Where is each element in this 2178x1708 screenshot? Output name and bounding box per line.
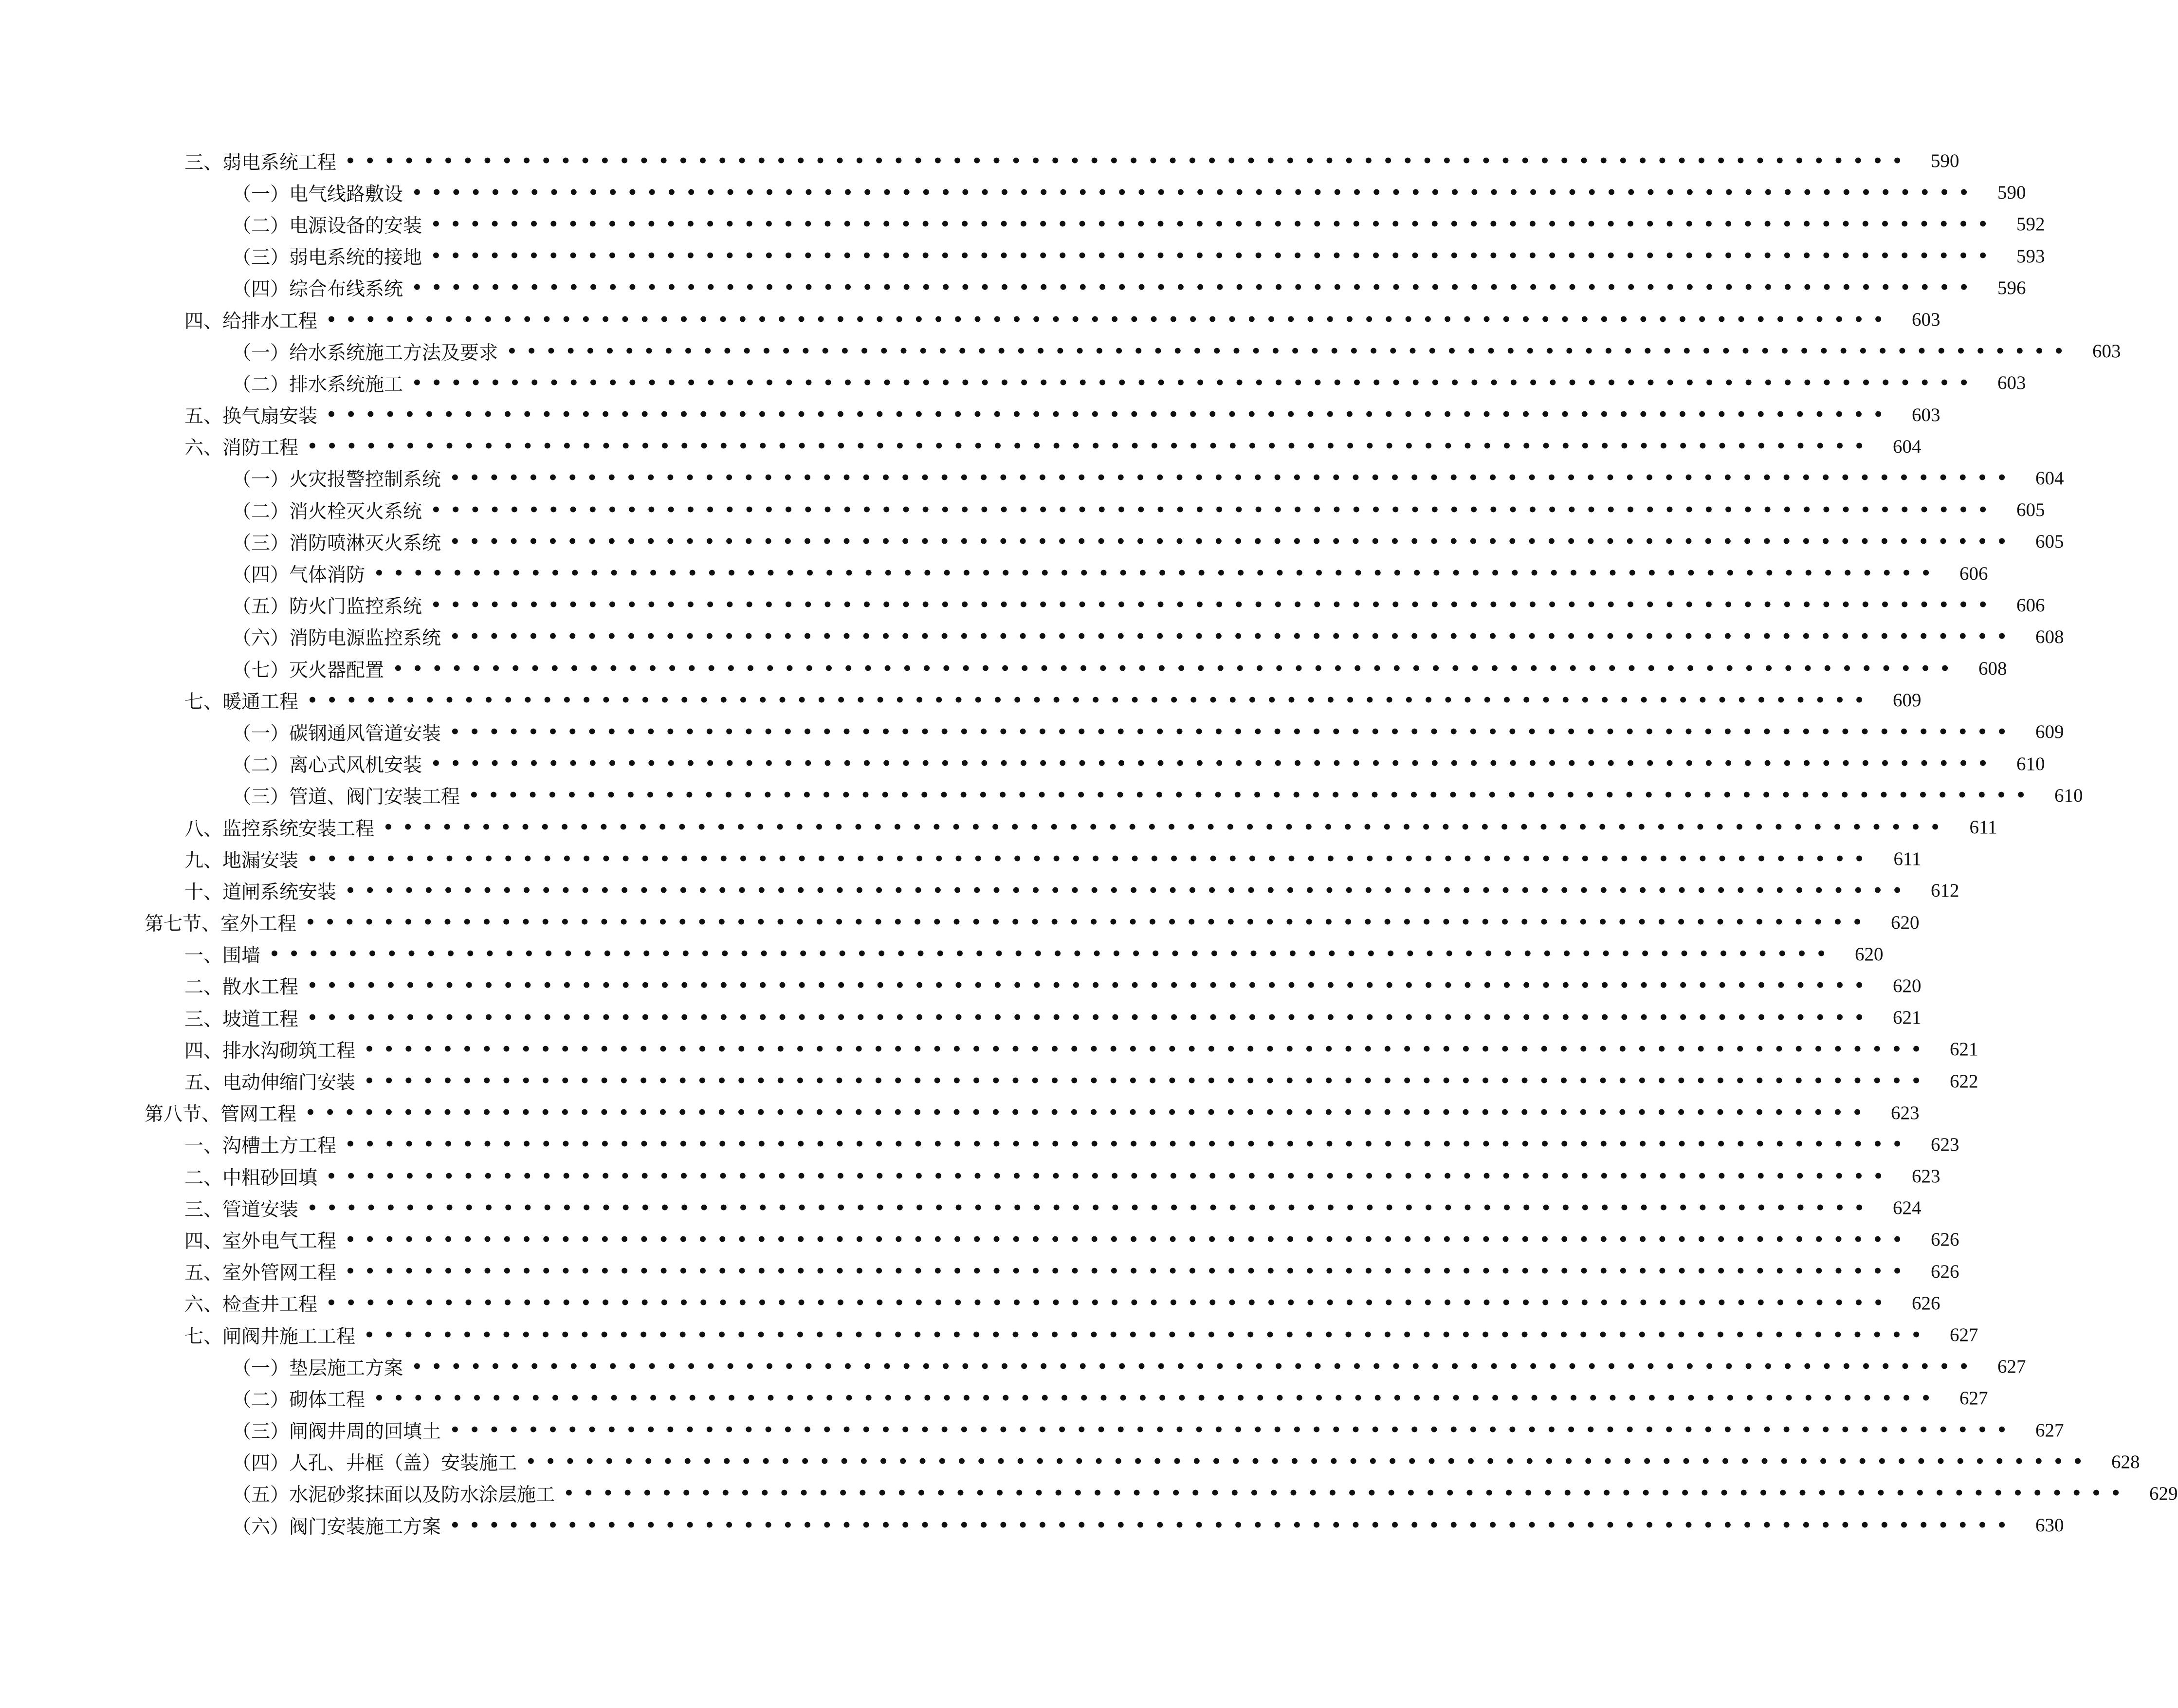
toc-entry[interactable] bbox=[145, 1287, 1940, 1319]
toc-dot-leader: •••••••••••••••••••••••••••••••••••••••••••••••••••••••••••••••••••••••••••••••• bbox=[431, 595, 1997, 615]
toc-entry-title: 六、检查井工程 bbox=[184, 1294, 318, 1316]
toc-entry[interactable] bbox=[145, 589, 2045, 621]
toc-entry[interactable] bbox=[145, 1319, 1978, 1351]
toc-entry-title: 二、散水工程 bbox=[184, 976, 299, 999]
toc-entry[interactable] bbox=[145, 811, 1997, 843]
toc-entry-title: （二）消火栓灭火系统 bbox=[232, 500, 422, 523]
toc-entry-page-number: 609 bbox=[1893, 690, 1922, 711]
toc-entry-title: （三）闸阀井周的回填土 bbox=[232, 1421, 441, 1443]
toc-entry-title: （二）砌体工程 bbox=[232, 1389, 366, 1411]
toc-dot-leader: •••••••••••••••••••••••••••••••••••••••••••••••••••••••••••••••••••••••••••••••• bbox=[305, 1103, 1872, 1123]
toc-entry-title: 五、换气扇安装 bbox=[184, 405, 318, 428]
toc-entry[interactable] bbox=[145, 1509, 2064, 1541]
toc-entry[interactable] bbox=[145, 1224, 1959, 1255]
toc-entry-page-number: 604 bbox=[1893, 436, 1922, 457]
toc-entry-page-number: 608 bbox=[1978, 658, 2007, 680]
toc-entry[interactable] bbox=[145, 684, 1922, 716]
toc-entry-page-number: 626 bbox=[1912, 1292, 1940, 1314]
toc-dot-leader: •••••••••••••••••••••••••••••••••••••••••••••••••••••••••••••••••••••••••••••••• bbox=[269, 944, 1836, 964]
toc-entry-title: （三）弱电系统的接地 bbox=[232, 247, 422, 269]
toc-entry-page-number: 623 bbox=[1891, 1102, 1920, 1123]
toc-dot-leader: •••••••••••••••••••••••••••••••••••••••••••••••••••••••••••••••••••••••••••••••• bbox=[450, 1420, 2016, 1440]
toc-entry-page-number: 603 bbox=[2092, 341, 2121, 362]
toc-entry-title: 四、给排水工程 bbox=[184, 310, 318, 332]
toc-entry-title: 第七节、室外工程 bbox=[145, 913, 297, 936]
toc-entry[interactable] bbox=[145, 399, 1940, 431]
toc-entry-page-number: 604 bbox=[2035, 467, 2064, 489]
toc-entry-title: 六、消防工程 bbox=[184, 437, 299, 459]
toc-entry[interactable] bbox=[145, 748, 2045, 780]
toc-dot-leader: •••••••••••••••••••••••••••••••••••••••••••••••••••••••••••••••••••••••••••••••• bbox=[326, 405, 1893, 425]
toc-entry-title: 一、沟槽土方工程 bbox=[184, 1135, 337, 1157]
toc-entry-title: （一）碳钢通风管道安装 bbox=[232, 722, 441, 745]
toc-entry-title: （五）水泥砂浆抹面以及防水涂层施工 bbox=[232, 1484, 555, 1506]
toc-entry[interactable] bbox=[145, 526, 2064, 557]
toc-entry-title: （二）离心式风机安装 bbox=[232, 754, 422, 777]
toc-dot-leader: •••••••••••••••••••••••••••••••••••••••••••••••••••••••••••••••••••••••••••••••• bbox=[450, 468, 2016, 488]
toc-entry-title: （五）防火门监控系统 bbox=[232, 596, 422, 618]
toc-entry-page-number: 626 bbox=[1931, 1229, 1959, 1250]
toc-entry[interactable] bbox=[145, 1351, 2026, 1382]
toc-dot-leader: •••••••••••••••••••••••••••••••••••••••••••••••••••••••••••••••••••••••••••••••• bbox=[526, 1452, 2092, 1472]
toc-dot-leader: •••••••••••••••••••••••••••••••••••••••••••••••••••••••••••••••••••••••••••••••• bbox=[374, 1388, 1940, 1408]
toc-entry-title: （四）人孔、井框（盖）安装施工 bbox=[232, 1452, 517, 1475]
toc-dot-leader: •••••••••••••••••••••••••••••••••••••••••••••••••••••••••••••••••••••••••••••••• bbox=[364, 1325, 1931, 1345]
toc-entry[interactable] bbox=[145, 938, 1884, 970]
toc-entry[interactable] bbox=[145, 716, 2064, 748]
toc-entry[interactable] bbox=[145, 843, 1922, 875]
table-of-contents bbox=[145, 145, 2178, 1541]
toc-dot-leader: •••••••••••••••••••••••••••••••••••••••••••••••••••••••••••••••••••••••••••••••• bbox=[412, 1357, 1978, 1377]
toc-entry-page-number: 623 bbox=[1931, 1134, 1959, 1155]
toc-entry-title: （一）给水系统施工方法及要求 bbox=[232, 342, 498, 364]
toc-entry-page-number: 623 bbox=[1912, 1166, 1940, 1187]
toc-dot-leader: •••••••••••••••••••••••••••••••••••••••••••••••••••••••••••••••••••••••••••••••• bbox=[431, 246, 1997, 266]
toc-entry-page-number: 603 bbox=[1912, 404, 1940, 425]
toc-dot-leader: •••••••••••••••••••••••••••••••••••••••••••••••••••••••••••••••••••••••••••••••• bbox=[431, 754, 1997, 774]
toc-entry-page-number: 620 bbox=[1893, 975, 1922, 996]
toc-entry-title: 七、闸阀井施工工程 bbox=[184, 1325, 356, 1348]
toc-entry[interactable] bbox=[145, 240, 2045, 272]
toc-entry[interactable] bbox=[145, 1446, 2140, 1478]
toc-entry-page-number: 603 bbox=[1912, 309, 1940, 331]
toc-entry-page-number: 627 bbox=[1959, 1388, 1988, 1409]
toc-entry-page-number: 596 bbox=[1997, 277, 2026, 298]
toc-entry-title: （二）电源设备的安装 bbox=[232, 215, 422, 237]
toc-entry-page-number: 610 bbox=[2016, 753, 2045, 774]
toc-dot-leader: •••••••••••••••••••••••••••••••••••••••••••••••••••••••••••••••••••••••••••••••• bbox=[450, 1515, 2016, 1535]
toc-dot-leader: •••••••••••••••••••••••••••••••••••••••••••••••••••••••••••••••••••••••••••••••• bbox=[469, 786, 2035, 806]
toc-entry[interactable] bbox=[145, 494, 2045, 526]
toc-dot-leader: •••••••••••••••••••••••••••••••••••••••••••••••••••••••••••••••••••••••••••••••• bbox=[305, 913, 1872, 933]
toc-entry-page-number: 629 bbox=[2149, 1483, 2178, 1504]
toc-entry[interactable] bbox=[145, 907, 1920, 938]
toc-entry-page-number: 608 bbox=[2035, 626, 2064, 647]
toc-entry[interactable] bbox=[145, 1129, 1959, 1160]
toc-entry-page-number: 592 bbox=[2016, 214, 2045, 235]
toc-entry[interactable] bbox=[145, 304, 1940, 335]
toc-entry[interactable] bbox=[145, 780, 2083, 811]
toc-entry[interactable] bbox=[145, 1478, 2178, 1509]
toc-entry[interactable] bbox=[145, 557, 1988, 589]
toc-entry-title: 八、监控系统安装工程 bbox=[184, 818, 375, 840]
toc-entry-title: （四）综合布线系统 bbox=[232, 278, 403, 301]
toc-entry-page-number: 611 bbox=[1969, 817, 1997, 838]
toc-entry-title: （三）管道、阀门安装工程 bbox=[232, 786, 460, 808]
toc-dot-leader: •••••••••••••••••••••••••••••••••••••••••••••••••••••••••••••••••••••••••••••••• bbox=[307, 849, 1874, 869]
toc-entry-page-number: 627 bbox=[2035, 1419, 2064, 1441]
toc-entry-title: 五、室外管网工程 bbox=[184, 1262, 337, 1285]
toc-entry[interactable] bbox=[145, 462, 2064, 494]
toc-dot-leader: •••••••••••••••••••••••••••••••••••••••••••••••••••••••••••••••••••••••••••••••• bbox=[412, 278, 1978, 298]
toc-entry[interactable] bbox=[145, 1414, 2064, 1446]
toc-entry-title: 第八节、管网工程 bbox=[145, 1103, 297, 1126]
toc-entry[interactable] bbox=[145, 1033, 1978, 1065]
toc-dot-leader: •••••••••••••••••••••••••••••••••••••••••••••••••••••••••••••••••••••••••••••••• bbox=[307, 437, 1874, 457]
toc-dot-leader: •••••••••••••••••••••••••••••••••••••••••••••••••••••••••••••••••••••••••••••••• bbox=[393, 659, 1959, 679]
toc-entry-title: （一）电气线路敷设 bbox=[232, 183, 403, 205]
toc-entry-title: 四、室外电气工程 bbox=[184, 1230, 337, 1252]
toc-dot-leader: •••••••••••••••••••••••••••••••••••••••••••••••••••••••••••••••••••••••••••••••• bbox=[345, 1230, 1912, 1249]
toc-entry-title: 五、电动伸缩门安装 bbox=[184, 1072, 356, 1094]
toc-entry[interactable] bbox=[145, 272, 2026, 304]
toc-entry-title: （三）消防喷淋灭火系统 bbox=[232, 532, 441, 554]
toc-dot-leader: •••••••••••••••••••••••••••••••••••••••••••••••••••••••••••••••••••••••••••••••• bbox=[364, 1039, 1931, 1059]
toc-entry-title: （七）灭火器配置 bbox=[232, 659, 384, 681]
toc-entry-title: 三、管道安装 bbox=[184, 1198, 299, 1221]
toc-entry-title: 四、排水沟砌筑工程 bbox=[184, 1040, 356, 1062]
toc-entry-title: （二）排水系统施工 bbox=[232, 373, 403, 396]
toc-dot-leader: •••••••••••••••••••••••••••••••••••••••••••••••••••••••••••••••••••••••••••••••• bbox=[345, 881, 1912, 900]
toc-entry-title: 三、弱电系统工程 bbox=[184, 151, 337, 174]
toc-entry-page-number: 622 bbox=[1950, 1070, 1978, 1092]
toc-dot-leader: •••••••••••••••••••••••••••••••••••••••••••••••••••••••••••••••••••••••••••••••• bbox=[307, 1008, 1874, 1028]
toc-entry[interactable] bbox=[145, 335, 2121, 367]
toc-entry[interactable] bbox=[145, 1192, 1922, 1224]
toc-dot-leader: •••••••••••••••••••••••••••••••••••••••••••••••••••••••••••••••••••••••••••••••• bbox=[307, 976, 1874, 996]
toc-entry-page-number: 612 bbox=[1931, 880, 1959, 901]
toc-entry-page-number: 627 bbox=[1997, 1356, 2026, 1377]
toc-entry[interactable] bbox=[145, 970, 1922, 1002]
toc-dot-leader: •••••••••••••••••••••••••••••••••••••••••••••••••••••••••••••••••••••••••••••••• bbox=[364, 1071, 1931, 1091]
toc-entry[interactable] bbox=[145, 431, 1922, 462]
toc-dot-leader: •••••••••••••••••••••••••••••••••••••••••••••••••••••••••••••••••••••••••••••••• bbox=[412, 373, 1978, 393]
toc-dot-leader: •••••••••••••••••••••••••••••••••••••••••••••••••••••••••••••••••••••••••••••••• bbox=[450, 627, 2016, 647]
toc-entry[interactable] bbox=[145, 1160, 1940, 1192]
toc-entry[interactable] bbox=[145, 1002, 1922, 1033]
toc-entry[interactable] bbox=[145, 367, 2026, 399]
toc-dot-leader: •••••••••••••••••••••••••••••••••••••••••••••••••••••••••••••••••••••••••••••••• bbox=[326, 1166, 1893, 1186]
toc-dot-leader: •••••••••••••••••••••••••••••••••••••••••••••••••••••••••••••••••••••••••••••••• bbox=[345, 151, 1912, 171]
toc-entry-page-number: 621 bbox=[1950, 1039, 1978, 1060]
toc-dot-leader: •••••••••••••••••••••••••••••••••••••••••••••••••••••••••••••••••••••••••••••••• bbox=[307, 1198, 1874, 1218]
toc-entry[interactable] bbox=[145, 653, 2007, 684]
toc-entry[interactable] bbox=[145, 208, 2045, 240]
toc-dot-leader: •••••••••••••••••••••••••••••••••••••••••••••••••••••••••••••••••••••••••••••••• bbox=[450, 722, 2016, 742]
toc-entry[interactable] bbox=[145, 1097, 1920, 1129]
toc-entry-page-number: 603 bbox=[1997, 372, 2026, 394]
toc-entry-title: 三、坡道工程 bbox=[184, 1008, 299, 1030]
toc-entry-title: 十、道闸系统安装 bbox=[184, 881, 337, 903]
toc-entry-title: 二、中粗砂回填 bbox=[184, 1167, 318, 1189]
toc-entry-page-number: 610 bbox=[2054, 785, 2083, 806]
toc-dot-leader: •••••••••••••••••••••••••••••••••••••••••••••••••••••••••••••••••••••••••••••••• bbox=[450, 532, 2016, 551]
toc-entry-page-number: 630 bbox=[2035, 1515, 2064, 1536]
toc-dot-leader: •••••••••••••••••••••••••••••••••••••••••••••••••••••••••••••••••••••••••••••••• bbox=[326, 1293, 1893, 1313]
toc-entry-title: 一、围墙 bbox=[184, 945, 261, 967]
toc-entry-page-number: 624 bbox=[1893, 1197, 1922, 1219]
toc-dot-leader: •••••••••••••••••••••••••••••••••••••••••••••••••••••••••••••••••••••••••••••••• bbox=[374, 564, 1940, 584]
toc-dot-leader: •••••••••••••••••••••••••••••••••••••••••••••••••••••••••••••••••••••••••••••••• bbox=[326, 310, 1893, 330]
toc-entry-title: 七、暖通工程 bbox=[184, 691, 299, 713]
toc-entry-page-number: 590 bbox=[1997, 182, 2026, 203]
toc-entry[interactable] bbox=[145, 1256, 1959, 1287]
toc-entry-title: （六）消防电源监控系统 bbox=[232, 627, 441, 650]
toc-entry-title: 九、地漏安装 bbox=[184, 849, 299, 872]
toc-entry-page-number: 606 bbox=[2016, 594, 2045, 616]
toc-entry-page-number: 606 bbox=[1959, 563, 1988, 584]
toc-dot-leader: •••••••••••••••••••••••••••••••••••••••••••••••••••••••••••••••••••••••••••••••• bbox=[345, 1135, 1912, 1155]
toc-entry-title: （一）火灾报警控制系统 bbox=[232, 469, 441, 491]
toc-dot-leader: •••••••••••••••••••••••••••••••••••••••••••••••••••••••••••••••••••••••••••••••• bbox=[431, 214, 1997, 234]
toc-entry-page-number: 611 bbox=[1893, 848, 1922, 870]
toc-entry-page-number: 590 bbox=[1931, 150, 1959, 172]
toc-dot-leader: •••••••••••••••••••••••••••••••••••••••••••••••••••••••••••••••••••••••••••••••• bbox=[507, 341, 2073, 361]
toc-entry-page-number: 628 bbox=[2111, 1451, 2140, 1472]
toc-dot-leader: •••••••••••••••••••••••••••••••••••••••••••••••••••••••••••••••••••••••••••••••• bbox=[383, 817, 1950, 837]
toc-entry-page-number: 605 bbox=[2016, 499, 2045, 521]
toc-entry-page-number: 593 bbox=[2016, 245, 2045, 267]
toc-entry-page-number: 609 bbox=[2035, 721, 2064, 743]
toc-entry-page-number: 620 bbox=[1891, 912, 1920, 933]
toc-entry-page-number: 627 bbox=[1950, 1324, 1978, 1346]
toc-dot-leader: •••••••••••••••••••••••••••••••••••••••••••••••••••••••••••••••••••••••••••••••• bbox=[431, 500, 1997, 520]
toc-entry-page-number: 621 bbox=[1893, 1007, 1922, 1028]
toc-entry[interactable] bbox=[145, 875, 1959, 906]
toc-entry[interactable] bbox=[145, 621, 2064, 653]
toc-entry-page-number: 605 bbox=[2035, 531, 2064, 552]
toc-dot-leader: •••••••••••••••••••••••••••••••••••••••••••••••••••••••••••••••••••••••••••••••• bbox=[307, 690, 1874, 710]
toc-dot-leader: •••••••••••••••••••••••••••••••••••••••••••••••••••••••••••••••••••••••••••••••• bbox=[412, 183, 1978, 202]
toc-entry-page-number: 620 bbox=[1855, 943, 1884, 965]
toc-entry-title: （六）阀门安装施工方案 bbox=[232, 1516, 441, 1538]
toc-entry-title: （四）气体消防 bbox=[232, 564, 366, 587]
toc-dot-leader: •••••••••••••••••••••••••••••••••••••••••••••••••••••••••••••••••••••••••••••••• bbox=[564, 1484, 2130, 1504]
toc-entry-page-number: 626 bbox=[1931, 1261, 1959, 1282]
toc-dot-leader: •••••••••••••••••••••••••••••••••••••••••••••••••••••••••••••••••••••••••••••••• bbox=[345, 1262, 1912, 1282]
toc-entry[interactable] bbox=[145, 1382, 1988, 1414]
toc-entry[interactable] bbox=[145, 145, 1959, 177]
toc-entry[interactable] bbox=[145, 177, 2026, 208]
toc-entry[interactable] bbox=[145, 1065, 1978, 1097]
toc-entry-title: （一）垫层施工方案 bbox=[232, 1357, 403, 1379]
